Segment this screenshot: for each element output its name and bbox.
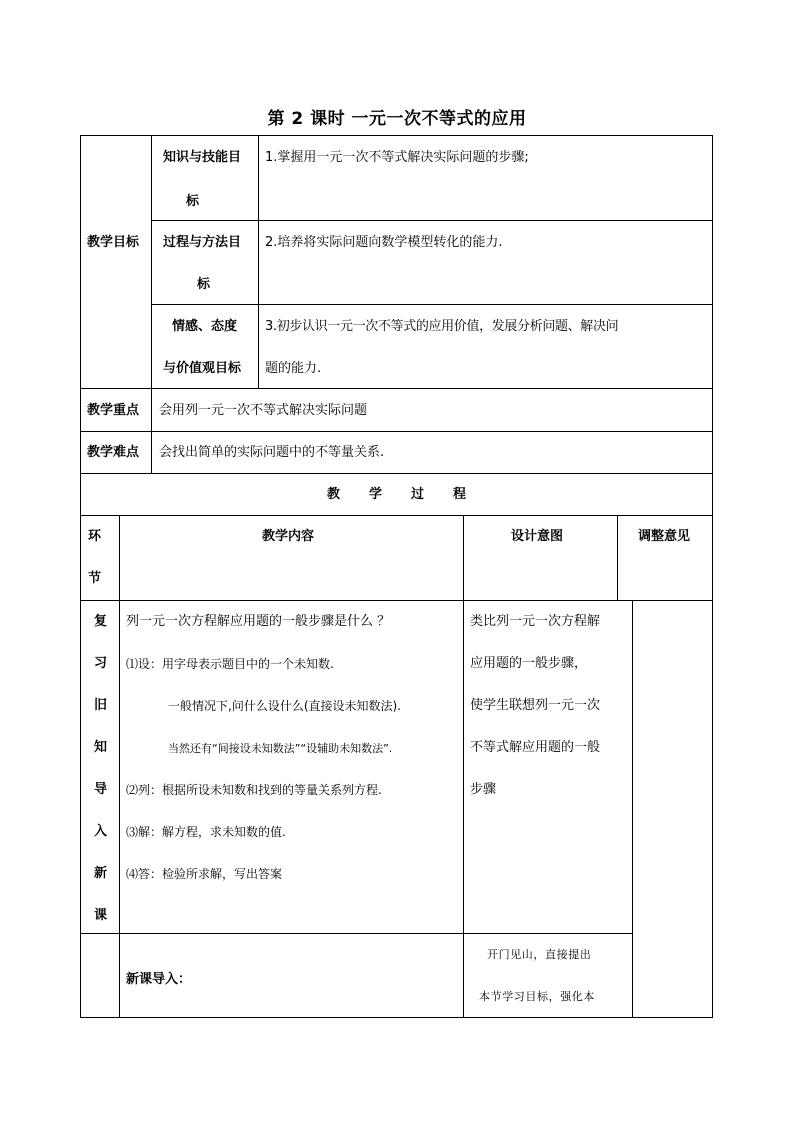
goal-category-process-2: 标 xyxy=(197,277,211,292)
review-intent-line: 步骤 xyxy=(470,782,497,797)
review-step-4: ⑷答：检验所求解，写出答案 xyxy=(126,867,283,881)
review-step-1-extra: 当然还有“间接设未知数法”“设辅助未知数法”. xyxy=(168,742,393,755)
key-point-label: 教学重点 xyxy=(87,403,140,418)
section-char: 习 xyxy=(94,656,108,671)
key-point-text: 会用列一元一次不等式解决实际问题 xyxy=(159,403,368,418)
goal-category-knowledge-2: 标 xyxy=(186,194,200,209)
new-lesson-label: 新课导入： xyxy=(126,972,192,987)
section-char: 旧 xyxy=(94,698,108,713)
difficulty-text: 会找出简单的实际问题中的不等量关系. xyxy=(159,445,385,460)
col-content: 教学内容 xyxy=(262,529,315,544)
goal-content-emotion: 3.初步认识一元一次不等式的应用价值，发展分析问题、解决问 xyxy=(265,319,619,334)
process-header-2: 学 xyxy=(369,487,383,502)
goal-category-emotion-2: 与价值观目标 xyxy=(163,361,242,376)
review-intent-line: 使学生联想列一元一次 xyxy=(470,698,601,713)
section-char: 新 xyxy=(94,866,108,881)
goal-category-emotion: 情感、态度 xyxy=(172,319,238,334)
goal-content-emotion-2: 题的能力. xyxy=(265,361,322,376)
difficulty-label: 教学难点 xyxy=(87,445,140,460)
section-char: 知 xyxy=(94,740,108,755)
goals-label: 教学目标 xyxy=(87,235,140,250)
col-intent: 设计意图 xyxy=(511,529,564,544)
section-char: 复 xyxy=(94,614,108,629)
new-lesson-intent-line: 开门见山，直接提出 xyxy=(487,948,592,961)
goal-content-knowledge: 1.掌握用一元一次不等式解决实际问题的步骤; xyxy=(265,150,529,165)
page-title: 第 2 课时 一元一次不等式的应用 xyxy=(267,109,527,129)
review-intent-line: 应用题的一般步骤， xyxy=(470,656,588,671)
section-char: 导 xyxy=(94,782,108,797)
review-step-3: ⑶解：解方程，求未知数的值. xyxy=(126,825,286,839)
goal-category-process: 过程与方法目 xyxy=(163,235,242,250)
col-section-2: 节 xyxy=(88,571,102,586)
section-char: 课 xyxy=(94,908,108,923)
review-intent-line: 不等式解应用题的一般 xyxy=(470,740,601,755)
goal-category-knowledge: 知识与技能目 xyxy=(163,150,242,165)
goal-content-process: 2.培养将实际问题向数学模型转化的能力. xyxy=(265,235,503,250)
process-header-3: 过 xyxy=(411,487,425,502)
col-section-1: 环 xyxy=(88,529,102,544)
process-header-1: 教 xyxy=(327,487,341,502)
review-step-2: ⑵列：根据所设未知数和找到的等量关系列方程. xyxy=(126,783,382,797)
review-step-1: ⑴设：用字母表示题目中的一个未知数. xyxy=(126,657,334,671)
review-question: 列一元一次方程解应用题的一般步骤是什么 ？ xyxy=(126,614,391,629)
process-header-4: 程 xyxy=(453,487,467,502)
new-lesson-intent-line: 本节学习目标，强化本 xyxy=(479,990,595,1003)
review-intent-line: 类比列一元一次方程解 xyxy=(470,614,601,629)
review-step-1-note: 一般情况下,问什么设什么(直接设未知数法). xyxy=(168,699,401,713)
col-adjust: 调整意见 xyxy=(638,529,691,544)
section-char: 入 xyxy=(94,824,108,839)
